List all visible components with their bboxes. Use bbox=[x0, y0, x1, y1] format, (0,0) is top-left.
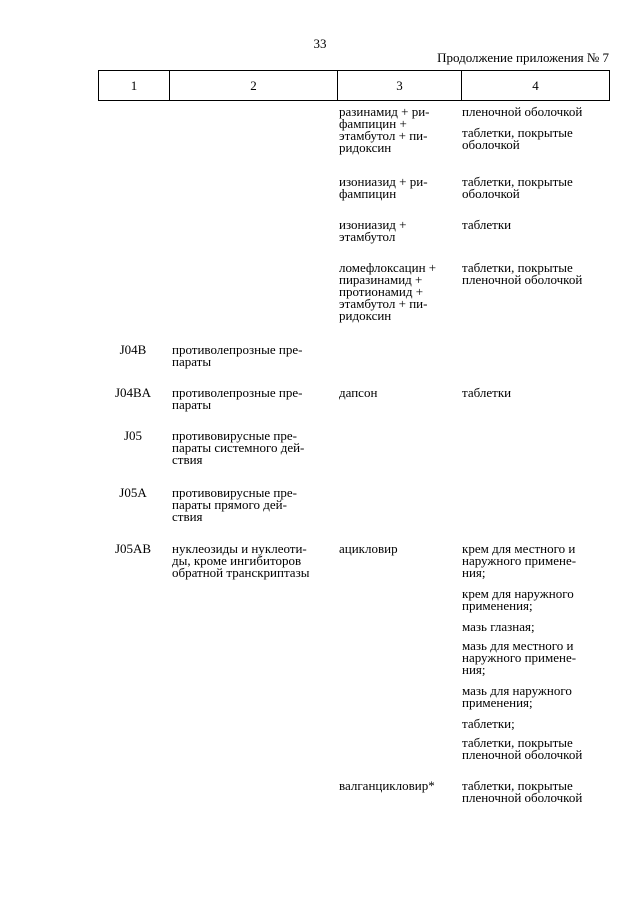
table-header bbox=[98, 70, 610, 101]
code-cell: J04BA bbox=[114, 385, 152, 400]
table-cell: противовирусные пре- параты прямого дей- ствия bbox=[172, 485, 297, 524]
continuation-note: Продолжение приложения № 7 bbox=[437, 50, 609, 65]
code-cell: J05A bbox=[119, 485, 147, 500]
table-cell: противолепрозные пре- параты bbox=[172, 342, 303, 369]
dosage-form: крем для местного и наружного примене- ния; bbox=[462, 541, 577, 580]
table-cell: противовирусные пре- параты системного дей- ствия bbox=[172, 428, 305, 467]
table-cell: таблетки, покрытые оболочкой bbox=[462, 125, 573, 152]
table-cell: ломефлоксацин + пиразинамид + протионамид + этамбутол + пи- ридоксин bbox=[339, 260, 437, 323]
table-cell: дапсон bbox=[339, 385, 378, 400]
code-cell: J05AB bbox=[114, 541, 152, 556]
table-cell: ацикловир bbox=[339, 541, 398, 556]
table-cell: таблетки, покрытые пленочной оболочкой bbox=[462, 260, 583, 287]
code-cell: J04B bbox=[119, 342, 147, 357]
table-cell: таблетки, покрытые пленочной оболочкой bbox=[462, 778, 583, 805]
table-cell: пленочной оболочкой bbox=[462, 104, 583, 119]
dosage-form: мазь глазная; bbox=[462, 619, 535, 634]
table-cell: разинамид + ри- фампицин + этамбутол + пи- ридоксин bbox=[339, 104, 430, 155]
header-col-1: 1 bbox=[99, 71, 170, 100]
dosage-form: крем для наружного применения; bbox=[462, 586, 574, 613]
table-cell: таблетки bbox=[462, 217, 512, 232]
code-cell: J05 bbox=[123, 428, 143, 443]
dosage-form: мазь для местного и наружного примене- ния; bbox=[462, 638, 577, 677]
table-cell: таблетки, покрытые оболочкой bbox=[462, 174, 573, 201]
header-col-3: 3 bbox=[338, 71, 462, 100]
table-cell: изониазид + этамбутол bbox=[339, 217, 407, 244]
dosage-form: таблетки; bbox=[462, 716, 515, 731]
dosage-form: мазь для наружного применения; bbox=[462, 683, 572, 710]
table-cell: валганцикловир* bbox=[339, 778, 435, 793]
table-cell: таблетки bbox=[462, 385, 512, 400]
header-col-4: 4 bbox=[532, 78, 539, 93]
page-number: 33 bbox=[313, 36, 327, 51]
table-cell: изониазид + ри- фампицин bbox=[339, 174, 428, 201]
table-cell: противолепрозные пре- параты bbox=[172, 385, 303, 412]
header-col-2: 2 bbox=[170, 71, 338, 100]
table-cell: нуклеозиды и нуклеоти- ды, кроме ингибиторов обратной транскриптазы bbox=[172, 541, 310, 580]
dosage-form: таблетки, покрытые пленочной оболочкой bbox=[462, 735, 583, 762]
